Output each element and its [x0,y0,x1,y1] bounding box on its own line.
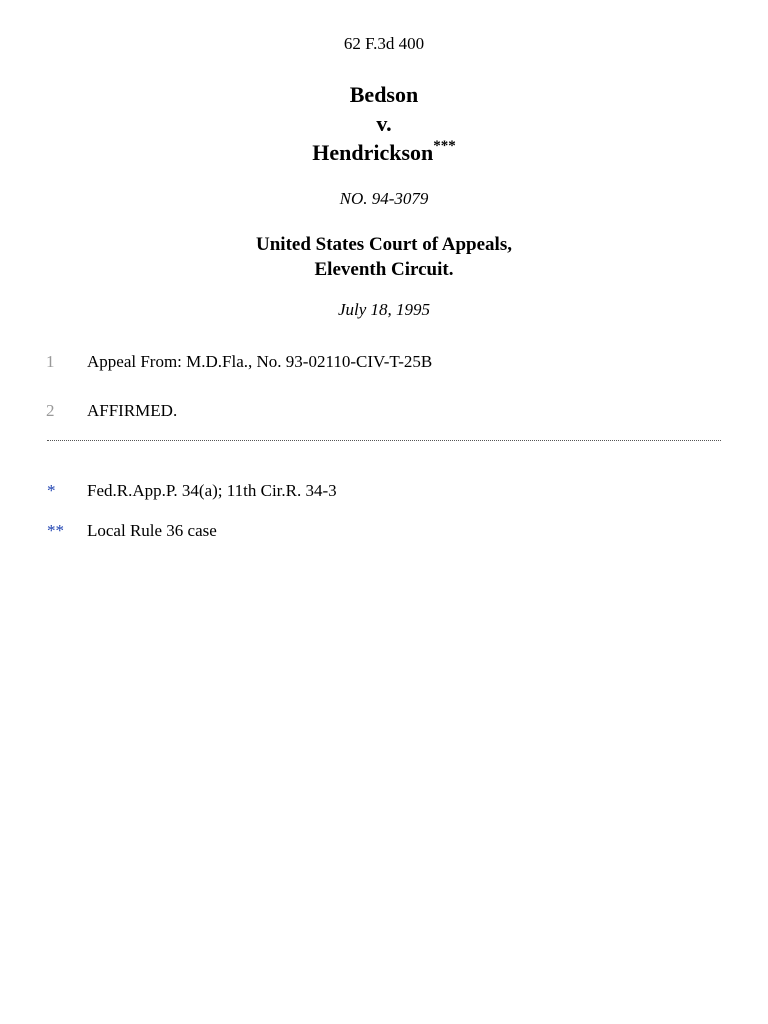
footnote-mark[interactable]: * [47,481,56,500]
versus-label: v. [376,111,392,136]
case-citation: 62 F.3d 400 [343,34,425,53]
court-name [0,232,768,282]
party-one: Bedson [349,82,419,107]
court-line-1: United States Court of Appeals, [256,234,512,255]
paragraph-text: AFFIRMED. [87,401,178,420]
docket-number: NO. 94-3079 [339,189,429,208]
case-title [0,80,768,167]
decision-date: July 18, 1995 [337,300,431,319]
footnote-divider [47,440,721,441]
paragraph-number[interactable]: 1 [46,352,55,371]
footnote-text: Local Rule 36 case [87,521,217,540]
party-two-line [0,138,768,167]
paragraph-text: Appeal From: M.D.Fla., No. 93-02110-CIV-T-25B [87,352,433,371]
footnote-text: Fed.R.App.P. 34(a); 11th Cir.R. 34-3 [87,481,337,500]
paragraph-number[interactable]: 2 [46,401,55,420]
court-line-2: Eleventh Circuit. [314,259,454,280]
footnote-mark[interactable]: ** [47,521,64,540]
footnote-reference[interactable]: *** [433,138,456,154]
party-two: Hendrickson [312,140,434,165]
